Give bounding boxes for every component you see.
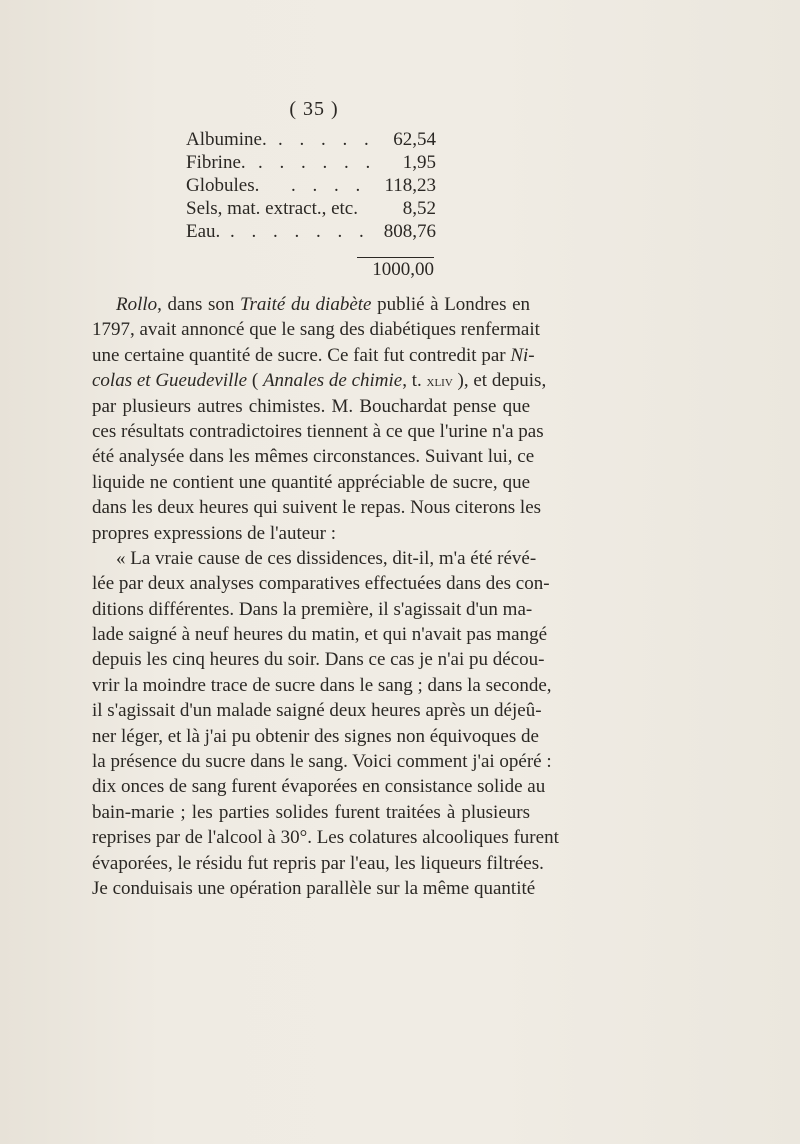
text-line: ditions différentes. Dans la première, il s'agissait d'un ma- <box>92 598 533 620</box>
text-line: évaporées, le résidu fut repris par l'eau, les liqueurs filtrées. <box>92 852 544 874</box>
row-value: 118,23 <box>384 175 436 196</box>
text-line <box>92 292 530 317</box>
text-line: « La vraie cause de ces dissidences, dit-il, m'a été révé- <box>116 547 537 569</box>
body-text <box>92 292 559 901</box>
text-fragment: , t. <box>402 370 427 392</box>
row-label: Albumine. <box>186 129 267 150</box>
text-line: vrir la moindre trace de sucre dans le sang ; dans la seconde, <box>92 674 552 696</box>
row-leader-dots: . . . . <box>291 175 367 196</box>
text-line: par plusieurs autres chimistes. M. Bouchardat pense que <box>92 395 530 417</box>
table-row <box>186 151 436 174</box>
text-line: depuis les cinq heures du soir. Dans ce cas je n'ai pu décou- <box>92 649 545 671</box>
text-line <box>92 343 535 368</box>
row-value: 808,76 <box>383 221 436 242</box>
text-line: 1797, avait annoncé que le sang des diabétiques renfermait <box>92 319 540 341</box>
table-row <box>186 220 436 243</box>
row-label: Globules. <box>186 175 260 196</box>
author-name: Rollo <box>116 294 158 315</box>
text-line: lade saigné à neuf heures du matin, et qui n'avait pas mangé <box>92 624 548 646</box>
text-line <box>92 368 547 393</box>
row-label: Fibrine. <box>186 152 246 173</box>
sum-rule <box>357 257 434 258</box>
row-value: 62,54 <box>393 129 436 150</box>
text-line: dix onces de sang furent évaporées en consistance solide au <box>92 776 546 798</box>
row-label: Sels, mat. extract., etc. <box>186 198 358 219</box>
table-total: 1000,00 <box>372 259 434 280</box>
row-value: 8,52 <box>402 198 436 219</box>
row-leader-dots: . . . . . <box>278 129 375 150</box>
row-leader-dots: . . . . . . . <box>230 221 370 242</box>
book-title: Traité du diabète <box>239 294 372 315</box>
text-line: ces résultats contradictoires tiennent à ce que l'urine n'a pas <box>92 420 544 442</box>
text-fragment: ( <box>247 370 263 392</box>
volume-number: xliv <box>426 374 453 391</box>
journal-title: Annales de chimie <box>262 370 403 392</box>
author-name: Ni- <box>510 344 535 366</box>
table-row <box>186 197 436 220</box>
table-row <box>186 174 436 197</box>
page-number: ( 35 ) <box>289 98 339 120</box>
text-line: Je conduisais une opération parallèle sur la même quantité <box>92 877 536 899</box>
author-name: colas et Gueudeville <box>92 370 248 392</box>
composition-table <box>186 128 436 243</box>
text-line: il s'agissait d'un malade saigné deux heures après un déjeû- <box>92 700 542 722</box>
text-fragment: une certaine quantité de sucre. Ce fait fut contredit par <box>92 344 511 366</box>
table-row <box>186 128 436 151</box>
text-line: bain-marie ; les parties solides furent traitées à plusieurs <box>92 801 530 823</box>
text-fragment: , dans son <box>157 294 240 315</box>
text-fragment: publié à Londres en <box>371 294 530 315</box>
row-leader-dots: . . . . . . <box>258 152 377 173</box>
text-line: propres expressions de l'auteur : <box>92 522 337 544</box>
row-label: Eau. <box>186 221 221 242</box>
text-line: lée par deux analyses comparatives effectuées dans des con- <box>92 573 550 595</box>
text-line: la présence du sucre dans le sang. Voici comment j'ai opéré : <box>92 751 552 773</box>
row-value: 1,95 <box>402 152 436 173</box>
text-line: ner léger, et là j'ai pu obtenir des signes non équivoques de <box>92 725 539 747</box>
text-line: reprises par de l'alcool à 30°. Les colatures alcooliques furent <box>92 827 559 849</box>
text-line: dans les deux heures qui suivent le repas. Nous citerons les <box>92 497 542 519</box>
text-fragment: ), et depuis, <box>452 370 547 392</box>
text-line: été analysée dans les mêmes circonstances. Suivant lui, ce <box>92 446 535 468</box>
text-line: liquide ne contient une quantité appréciable de sucre, que <box>92 471 530 493</box>
